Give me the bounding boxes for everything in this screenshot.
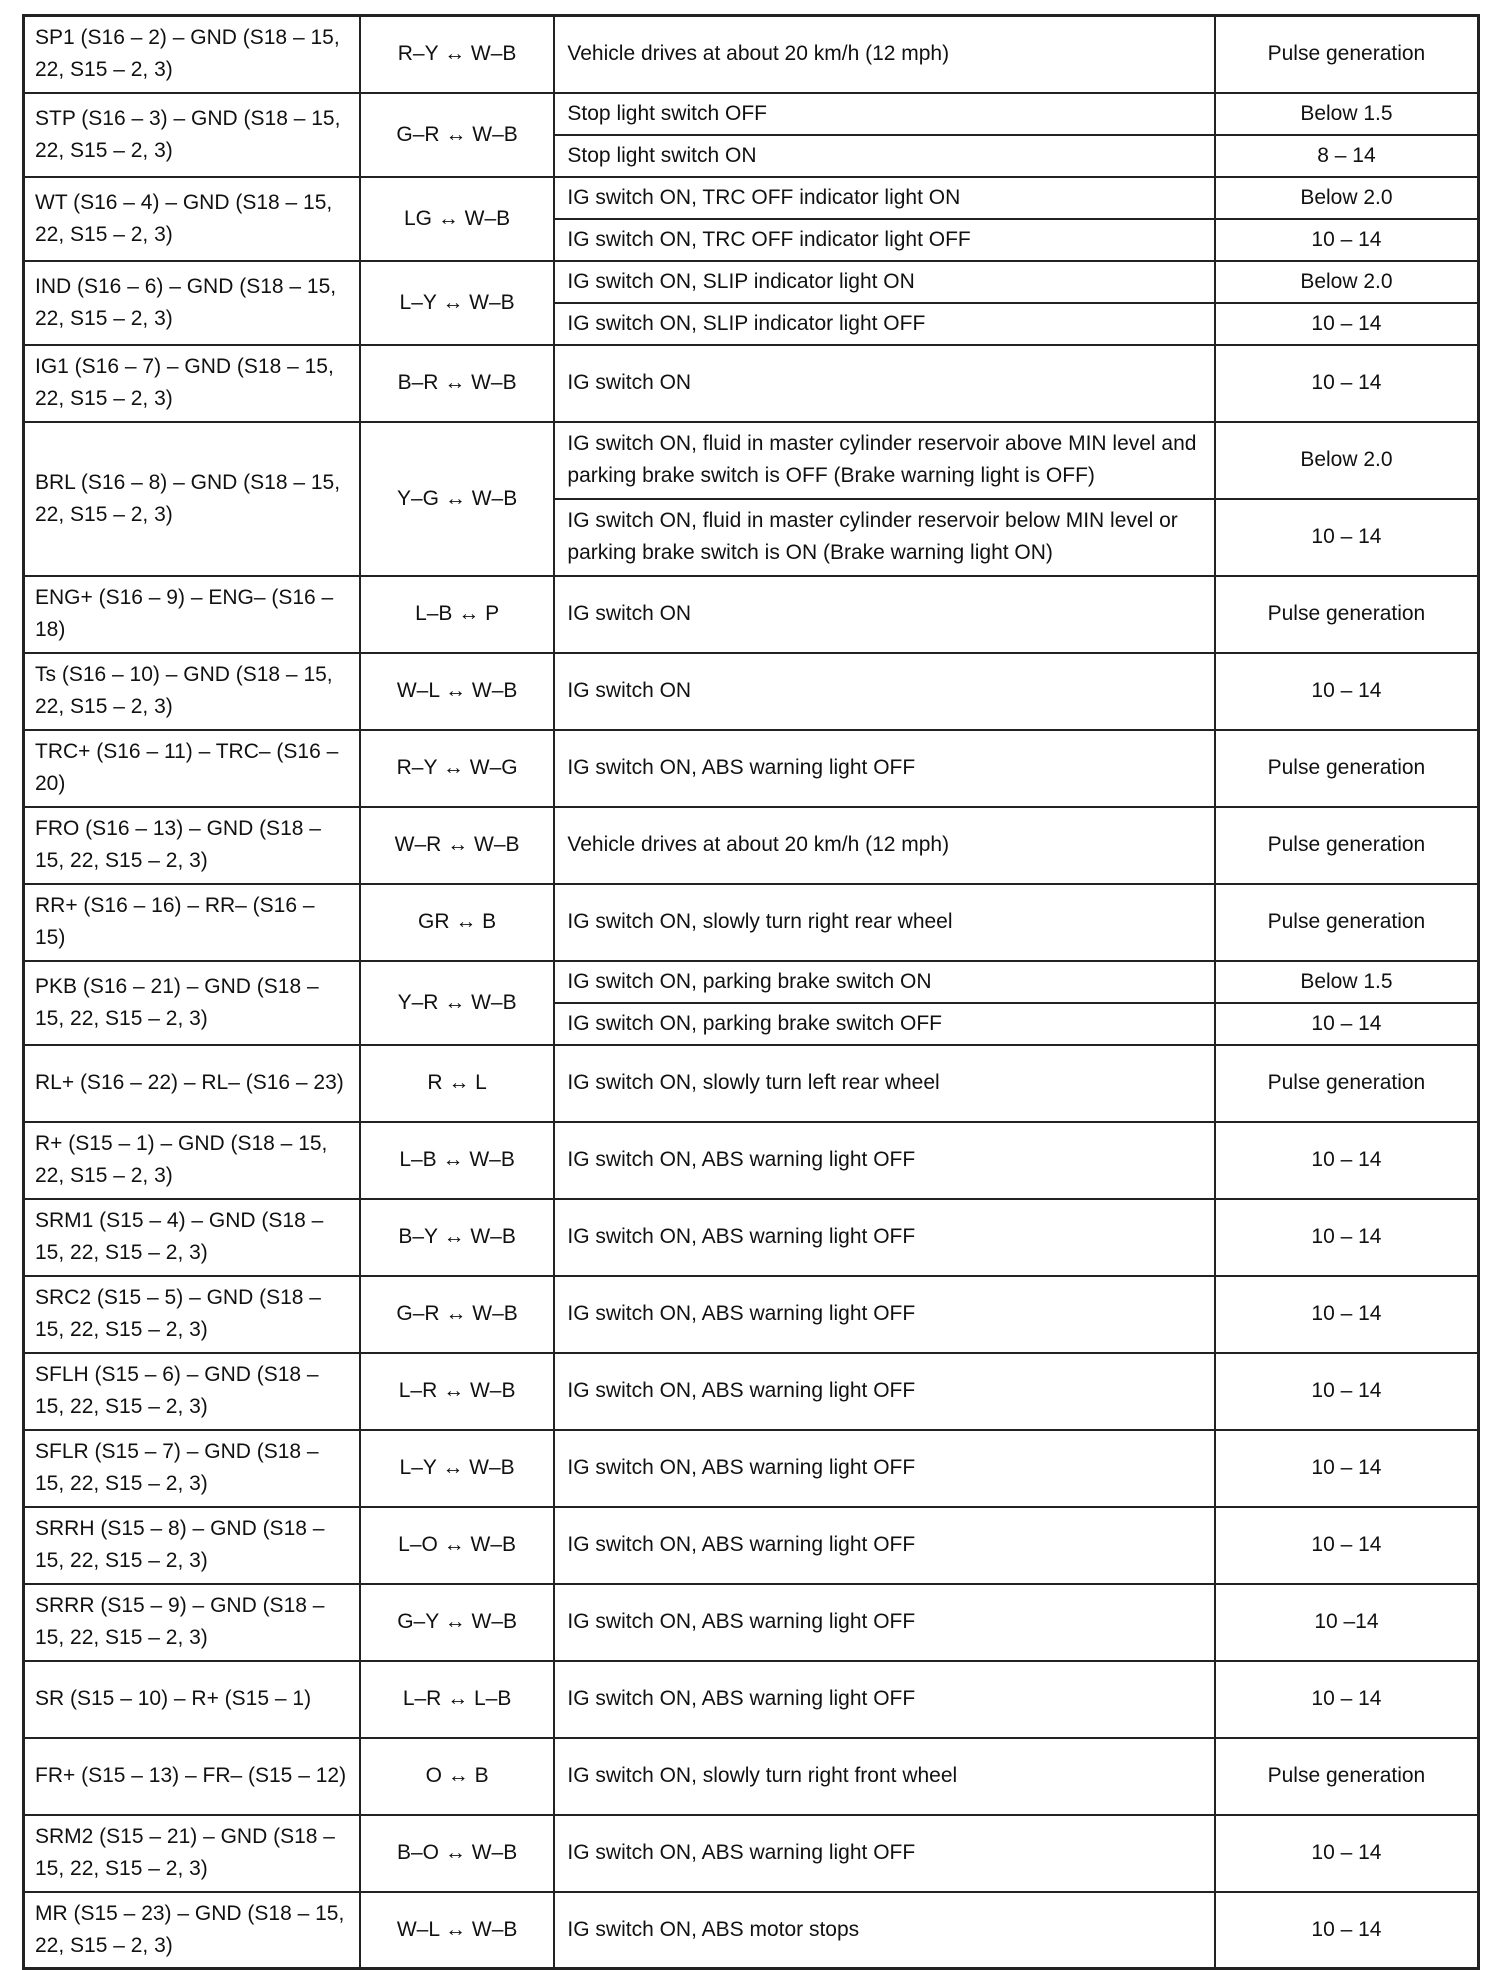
condition-cell: IG switch ON, slowly turn right front wheel xyxy=(554,1738,1214,1815)
specified-value-cell: Pulse generation xyxy=(1215,576,1479,653)
table-row xyxy=(24,807,1479,884)
wiring-color-cell: B–R ↔ W–B xyxy=(360,345,555,422)
condition-cell: IG switch ON, parking brake switch ON xyxy=(554,961,1214,1003)
specified-value-cell: Pulse generation xyxy=(1215,884,1479,961)
wiring-color-cell: LG ↔ W–B xyxy=(360,177,555,261)
terminal-cell: IND (S16 – 6) – GND (S18 – 15, 22, S15 – 2, 3) xyxy=(24,261,360,345)
specified-value-cell: 10 – 14 xyxy=(1215,1892,1479,1969)
condition-cell: IG switch ON, ABS warning light OFF xyxy=(554,1122,1214,1199)
condition-cell: IG switch ON xyxy=(554,576,1214,653)
specified-value-cell: 10 – 14 xyxy=(1215,1276,1479,1353)
table-row xyxy=(24,1199,1479,1276)
condition-cell: IG switch ON, TRC OFF indicator light ON xyxy=(554,177,1214,219)
table-row xyxy=(24,653,1479,730)
condition-cell: IG switch ON, fluid in master cylinder reservoir above MIN level and parking brake switch is OFF (Brake warning light is OFF) xyxy=(554,422,1214,499)
condition-cell: IG switch ON, ABS warning light OFF xyxy=(554,730,1214,807)
terminal-cell: IG1 (S16 – 7) – GND (S18 – 15, 22, S15 – 2, 3) xyxy=(24,345,360,422)
table-row xyxy=(24,345,1479,422)
terminal-cell: SR (S15 – 10) – R+ (S15 – 1) xyxy=(24,1661,360,1738)
wiring-color-cell: R ↔ L xyxy=(360,1045,555,1122)
table-row xyxy=(24,576,1479,653)
terminal-cell: FR+ (S15 – 13) – FR– (S15 – 12) xyxy=(24,1738,360,1815)
condition-cell: IG switch ON, ABS warning light OFF xyxy=(554,1430,1214,1507)
wiring-color-cell: R–Y ↔ W–B xyxy=(360,16,555,93)
table-row xyxy=(24,1584,1479,1661)
wiring-color-cell: L–O ↔ W–B xyxy=(360,1507,555,1584)
terminal-cell: PKB (S16 – 21) – GND (S18 – 15, 22, S15 – 2, 3) xyxy=(24,961,360,1045)
specified-value-cell: Below 2.0 xyxy=(1215,177,1479,219)
condition-cell: IG switch ON, ABS warning light OFF xyxy=(554,1661,1214,1738)
specified-value-cell: Pulse generation xyxy=(1215,1045,1479,1122)
specified-value-cell: Pulse generation xyxy=(1215,807,1479,884)
condition-cell: Vehicle drives at about 20 km/h (12 mph) xyxy=(554,807,1214,884)
condition-cell: IG switch ON, slowly turn right rear wheel xyxy=(554,884,1214,961)
specified-value-cell: 10 – 14 xyxy=(1215,1507,1479,1584)
condition-cell: Stop light switch OFF xyxy=(554,93,1214,135)
wiring-color-cell: W–L ↔ W–B xyxy=(360,653,555,730)
table-row xyxy=(24,1815,1479,1892)
terminal-cell: TRC+ (S16 – 11) – TRC– (S16 – 20) xyxy=(24,730,360,807)
wiring-color-cell: L–Y ↔ W–B xyxy=(360,1430,555,1507)
wiring-color-cell: L–Y ↔ W–B xyxy=(360,261,555,345)
terminal-cell: SP1 (S16 – 2) – GND (S18 – 15, 22, S15 – 2, 3) xyxy=(24,16,360,93)
wiring-color-cell: O ↔ B xyxy=(360,1738,555,1815)
terminal-cell: SRRR (S15 – 9) – GND (S18 – 15, 22, S15 – 2, 3) xyxy=(24,1584,360,1661)
specified-value-cell: Pulse generation xyxy=(1215,730,1479,807)
table-row xyxy=(24,730,1479,807)
specified-value-cell: 10 – 14 xyxy=(1215,1815,1479,1892)
specified-value-cell: 10 – 14 xyxy=(1215,1122,1479,1199)
wiring-color-cell: L–B ↔ W–B xyxy=(360,1122,555,1199)
specified-value-cell: Pulse generation xyxy=(1215,1738,1479,1815)
condition-cell: IG switch ON, ABS warning light OFF xyxy=(554,1815,1214,1892)
terminal-cell: MR (S15 – 23) – GND (S18 – 15, 22, S15 – 2, 3) xyxy=(24,1892,360,1969)
table-row xyxy=(24,1430,1479,1507)
table-row xyxy=(24,1045,1479,1122)
specified-value-cell: 10 – 14 xyxy=(1215,345,1479,422)
terminal-cell: SRC2 (S15 – 5) – GND (S18 – 15, 22, S15 – 2, 3) xyxy=(24,1276,360,1353)
specified-value-cell: 10 – 14 xyxy=(1215,219,1479,261)
terminal-cell: Ts (S16 – 10) – GND (S18 – 15, 22, S15 – 2, 3) xyxy=(24,653,360,730)
specified-value-cell: Below 1.5 xyxy=(1215,961,1479,1003)
table-row xyxy=(24,884,1479,961)
wiring-color-cell: G–Y ↔ W–B xyxy=(360,1584,555,1661)
terminal-cell: STP (S16 – 3) – GND (S18 – 15, 22, S15 – 2, 3) xyxy=(24,93,360,177)
terminal-cell: FRO (S16 – 13) – GND (S18 – 15, 22, S15 – 2, 3) xyxy=(24,807,360,884)
wiring-color-cell: W–L ↔ W–B xyxy=(360,1892,555,1969)
terminal-cell: BRL (S16 – 8) – GND (S18 – 15, 22, S15 – 2, 3) xyxy=(24,422,360,576)
specified-value-cell: 10 – 14 xyxy=(1215,653,1479,730)
table-row xyxy=(24,261,1479,303)
condition-cell: IG switch ON, ABS warning light OFF xyxy=(554,1584,1214,1661)
condition-cell: IG switch ON, TRC OFF indicator light OFF xyxy=(554,219,1214,261)
table-row xyxy=(24,93,1479,135)
condition-cell: Stop light switch ON xyxy=(554,135,1214,177)
terminal-cell: R+ (S15 – 1) – GND (S18 – 15, 22, S15 – 2, 3) xyxy=(24,1122,360,1199)
condition-cell: IG switch ON, ABS warning light OFF xyxy=(554,1353,1214,1430)
specified-value-cell: 10 – 14 xyxy=(1215,1353,1479,1430)
table-row xyxy=(24,961,1479,1003)
terminal-voltage-table xyxy=(22,14,1480,1970)
specified-value-cell: 10 – 14 xyxy=(1215,499,1479,576)
specified-value-cell: Below 1.5 xyxy=(1215,93,1479,135)
condition-cell: IG switch ON, ABS warning light OFF xyxy=(554,1276,1214,1353)
table-row xyxy=(24,1738,1479,1815)
wiring-color-cell: B–O ↔ W–B xyxy=(360,1815,555,1892)
table-row xyxy=(24,1122,1479,1199)
specified-value-cell: 10 –14 xyxy=(1215,1584,1479,1661)
condition-cell: IG switch ON, SLIP indicator light OFF xyxy=(554,303,1214,345)
specified-value-cell: 10 – 14 xyxy=(1215,1199,1479,1276)
wiring-color-cell: Y–R ↔ W–B xyxy=(360,961,555,1045)
condition-cell: IG switch ON, SLIP indicator light ON xyxy=(554,261,1214,303)
table-row xyxy=(24,1276,1479,1353)
condition-cell: IG switch ON, ABS motor stops xyxy=(554,1892,1214,1969)
terminal-cell: RR+ (S16 – 16) – RR– (S16 – 15) xyxy=(24,884,360,961)
terminal-cell: SFLR (S15 – 7) – GND (S18 – 15, 22, S15 – 2, 3) xyxy=(24,1430,360,1507)
wiring-color-cell: L–R ↔ L–B xyxy=(360,1661,555,1738)
terminal-cell: RL+ (S16 – 22) – RL– (S16 – 23) xyxy=(24,1045,360,1122)
specified-value-cell: 8 – 14 xyxy=(1215,135,1479,177)
terminal-cell: SRM1 (S15 – 4) – GND (S18 – 15, 22, S15 – 2, 3) xyxy=(24,1199,360,1276)
wiring-color-cell: G–R ↔ W–B xyxy=(360,1276,555,1353)
specified-value-cell: 10 – 14 xyxy=(1215,1430,1479,1507)
specified-value-cell: 10 – 14 xyxy=(1215,303,1479,345)
specified-value-cell: 10 – 14 xyxy=(1215,1003,1479,1045)
condition-cell: IG switch ON, fluid in master cylinder reservoir below MIN level or parking brake switch is ON (Brake warning light ON) xyxy=(554,499,1214,576)
condition-cell: IG switch ON xyxy=(554,345,1214,422)
table-row xyxy=(24,1661,1479,1738)
condition-cell: IG switch ON xyxy=(554,653,1214,730)
wiring-color-cell: GR ↔ B xyxy=(360,884,555,961)
table-row xyxy=(24,422,1479,499)
specified-value-cell: Below 2.0 xyxy=(1215,261,1479,303)
terminal-cell: WT (S16 – 4) – GND (S18 – 15, 22, S15 – 2, 3) xyxy=(24,177,360,261)
table-row xyxy=(24,16,1479,93)
table-row xyxy=(24,1353,1479,1430)
terminal-cell: SRM2 (S15 – 21) – GND (S18 – 15, 22, S15 – 2, 3) xyxy=(24,1815,360,1892)
wiring-color-cell: L–R ↔ W–B xyxy=(360,1353,555,1430)
table-body xyxy=(24,16,1479,1969)
wiring-color-cell: W–R ↔ W–B xyxy=(360,807,555,884)
specified-value-cell: Below 2.0 xyxy=(1215,422,1479,499)
wiring-color-cell: Y–G ↔ W–B xyxy=(360,422,555,576)
terminal-cell: ENG+ (S16 – 9) – ENG– (S16 – 18) xyxy=(24,576,360,653)
condition-cell: IG switch ON, slowly turn left rear wheel xyxy=(554,1045,1214,1122)
specified-value-cell: 10 – 14 xyxy=(1215,1661,1479,1738)
condition-cell: IG switch ON, parking brake switch OFF xyxy=(554,1003,1214,1045)
table-row xyxy=(24,1507,1479,1584)
condition-cell: IG switch ON, ABS warning light OFF xyxy=(554,1507,1214,1584)
wiring-color-cell: R–Y ↔ W–G xyxy=(360,730,555,807)
table-row xyxy=(24,1892,1479,1969)
condition-cell: Vehicle drives at about 20 km/h (12 mph) xyxy=(554,16,1214,93)
specified-value-cell: Pulse generation xyxy=(1215,16,1479,93)
table-row xyxy=(24,177,1479,219)
terminal-cell: SFLH (S15 – 6) – GND (S18 – 15, 22, S15 – 2, 3) xyxy=(24,1353,360,1430)
terminal-cell: SRRH (S15 – 8) – GND (S18 – 15, 22, S15 – 2, 3) xyxy=(24,1507,360,1584)
wiring-color-cell: G–R ↔ W–B xyxy=(360,93,555,177)
wiring-color-cell: L–B ↔ P xyxy=(360,576,555,653)
condition-cell: IG switch ON, ABS warning light OFF xyxy=(554,1199,1214,1276)
wiring-color-cell: B–Y ↔ W–B xyxy=(360,1199,555,1276)
